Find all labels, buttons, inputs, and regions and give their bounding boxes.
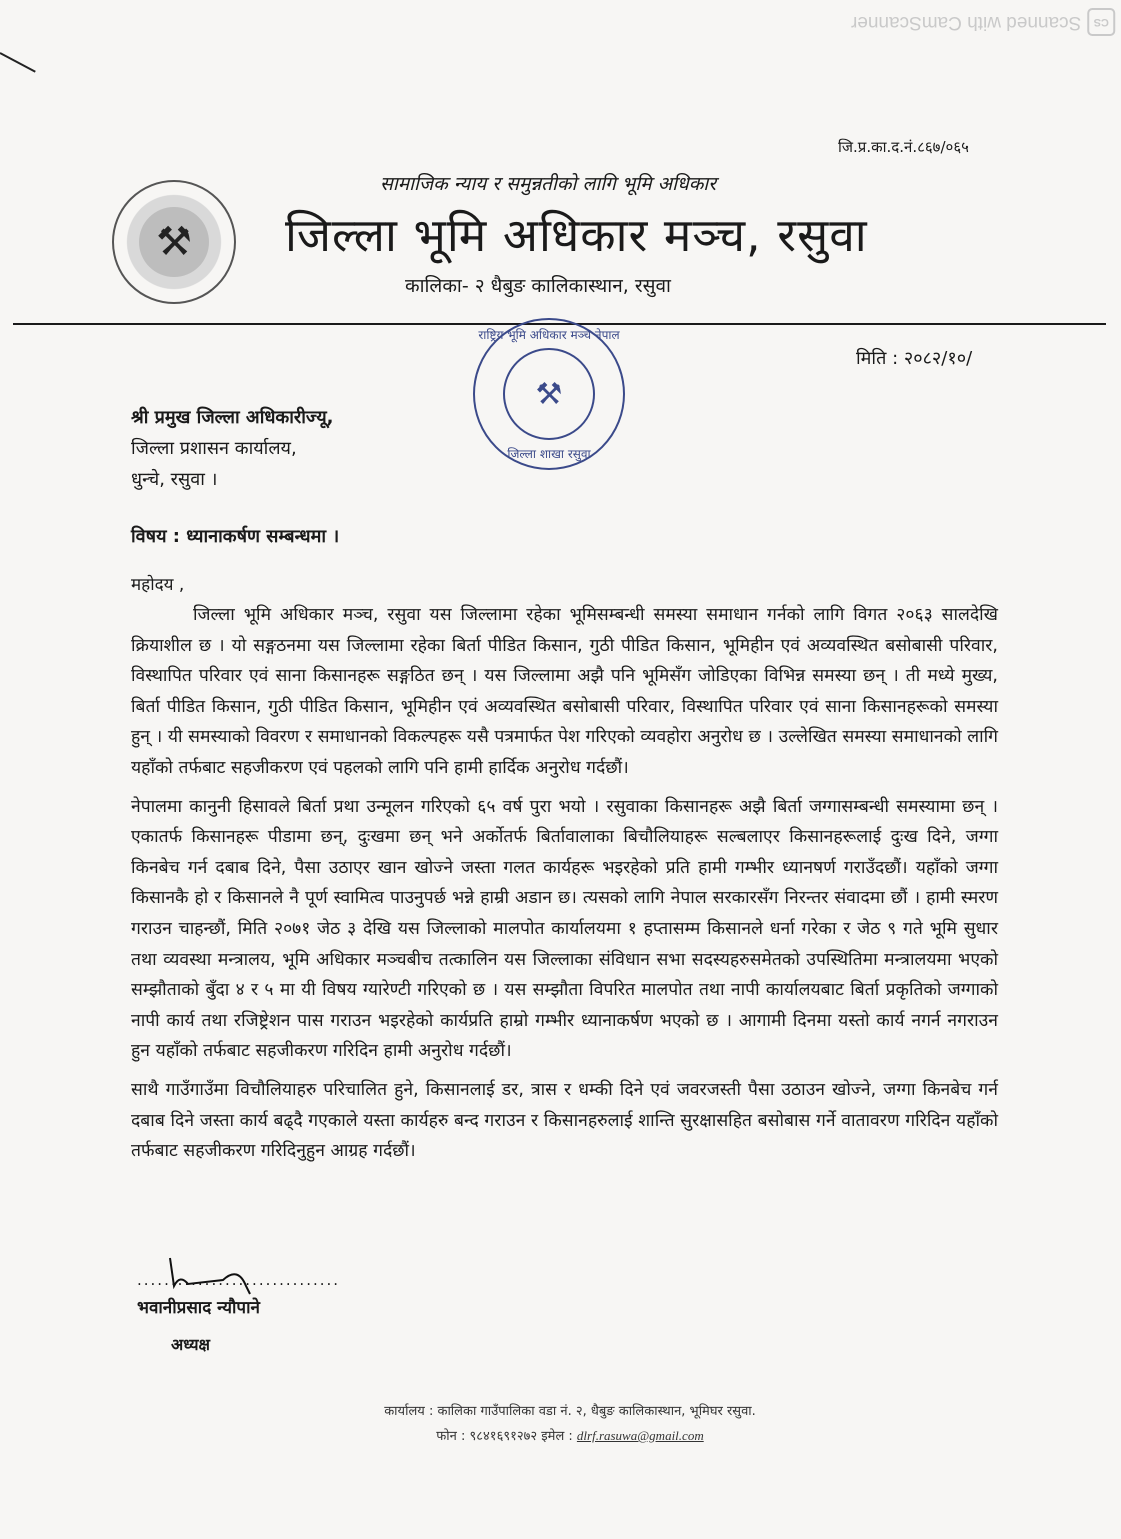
land-rights-forum-logo-icon	[112, 180, 236, 304]
body-paragraph: जिल्ला भूमि अधिकार मञ्च, रसुवा यस जिल्लामा रहेका भूमिसम्बन्धी समस्या समाधान गर्नको लागि विगत २०६३ सालदेखि क्रियाशील छ । यो सङ्गठनमा यस जिल्लामा रहेका बिर्ता पीडित किसान, गुठी पीडित किसान, भूमिहीन एवं अव्यवस्थित बसोबासी परिवार, विस्थापित परिवार एवं साना किसानहरू सङ्गठित छन् । यस जिल्लामा अझै पनि भूमिसँग जोडिएका विभिन्न समस्या छन् । ती मध्ये मुख्य, बिर्ता पीडित किसान, गुठी पीडित किसान, भूमिहीन एवं अव्यवस्थित बसोबासी परिवार, विस्थापित परिवार एवं साना किसानहरूको समस्या हुन् । यी समस्याको विवरण र समाधानको विकल्पहरू यसै पत्रमार्फत पेश गरिएको व्यवहोरा अनुरोध छ । उल्लेखित समस्या समाधानको लागि यहाँको तर्फबाट सहजीकरण एवं पहलको लागि पनि हामी हार्दिक अनुरोध गर्दछौं।	[131, 605, 998, 778]
footer-contact	[330, 1424, 810, 1449]
stamp-bottom-text: जिल्ला शाखा रसुवा	[507, 447, 591, 461]
pen-mark	[0, 52, 36, 73]
body-paragraph: साथै गाउँगाउँमा विचौलियाहरु परिचालित हुने, किसानलाई डर, त्रास र धम्की दिने एवं जवरजस्ती पैसा उठाउन खोज्ने, जग्गा किनबेच गर्न दबाब दिने जस्ता कार्य बढ्दै गएकाले यस्ता कार्यहरु बन्द गराउन र किसानहरुलाई शान्ति सुरक्षासहित बसोबास गर्ने वातावरण गरिदिन यहाँको तर्फबाट सहजीकरण गरिदिनुहुन आग्रह गर्दछौं।	[131, 1079, 998, 1162]
footer-email-label: इमेल :	[541, 1429, 573, 1444]
body-paragraph: नेपालमा कानुनी हिसावले बिर्ता प्रथा उन्मूलन गरिएको ६५ वर्ष पुरा भयो । रसुवाका किसानहरू अझै बिर्ता जग्गासम्बन्धी समस्यामा छन् । एकातर्फ किसानहरू पीडामा छन्, दुःखमा छन् भने अर्कोतर्फ बिर्तावालाका बिचौलियाहरू सल्बलाएर किसानहरूलाई दुःख दिने, जग्गा किनबेच गर्न दबाब दिने, पैसा उठाएर खान खोज्ने जस्ता गलत कार्यहरू भइरहेको प्रति हामी गम्भीर ध्यानषर्ण गराउँदछौं। यहाँको जग्गा किसानकै हो र किसानले नै पूर्ण स्वामित्व पाउनुपर्छ भन्ने हाम्री अडान छ। त्यसको लागि नेपाल सरकारसँग निरन्तर संवादमा छौं । हामी स्मरण गराउन चाहन्छौं, मिति २०७१ जेठ ३ देखि यस जिल्लाको मालपोत कार्यालयमा १ हप्तासम्म किसानले धर्ना गरेका र जेठ ९ गते भूमि सुधार तथा व्यवस्था मन्त्रालय, भूमि अधिकार मञ्चबीच तत्कालिन यस जिल्लाका संविधान सभा सदस्यहरुसमेतको उपस्थितिमा मन्त्रालयमा भएको सम्झौताको बुँदा ४ र ५ मा यी विषय ग्यारेण्टी गरिएको छ । यस सम्झौता विपरित मालपोत तथा नापी कार्यालयबाट बिर्ता प्रकृतिको जग्गाको नापी कार्य तथा रजिष्ट्रेशन पास गराउन भइरहेको कार्यप्रति हाम्रो गम्भीर ध्यानाकर्षण भएको छ । आगामी दिनमा यस्तो कार्य नगर्न नगराउन हुन यहाँको तर्फबाट सहजीकरण गरिदिन हामी अनुरोध गर्दछौं।	[131, 796, 998, 1062]
signature-dotted-line: ..............................	[137, 1271, 341, 1289]
signer-name: भवानीप्रसाद न्यौपाने	[137, 1298, 260, 1318]
letter-date: मिति : २०८२/१०/	[856, 348, 973, 369]
signer-title: अध्यक्ष	[171, 1335, 210, 1354]
org-address: कालिका- २ धैबुङ कालिकास्थान, रसुवा	[405, 275, 671, 297]
footer-address: कार्यालय : कालिका गाउँपालिका वडा नं. २, धैबुङ कालिकास्थान, भूमिघर रसुवा.	[384, 1404, 756, 1419]
letter-body	[131, 600, 998, 1175]
org-title: जिल्ला भूमि अधिकार मञ्च, रसुवा	[285, 208, 868, 262]
footer-phone: फोन : ९८४१६९१२७२	[436, 1429, 538, 1444]
recipient-block	[131, 402, 334, 495]
farmers-emblem-icon: ⚒	[139, 207, 209, 277]
salutation: महोदय ,	[131, 575, 185, 595]
registration-number: जि.प्र.का.द.नं.८६७/०६५	[838, 138, 969, 156]
camscanner-watermark	[851, 8, 1115, 36]
recipient-location: धुन्चे, रसुवा ।	[131, 469, 218, 490]
letter-subject: विषय : ध्यानाकर्षण सम्बन्धमा ।	[131, 526, 340, 547]
watermark-text: Scanned with CamScanner	[850, 12, 1081, 33]
camscanner-logo-icon: CS	[1087, 8, 1115, 36]
stamp-top-text: राष्ट्रिय भूमि अधिकार मञ्च नेपाल	[478, 328, 620, 342]
recipient-title: श्री प्रमुख जिल्ला अधिकारीज्यू,	[131, 407, 334, 428]
footer-email-link[interactable]: dlrf.rasuwa@gmail.com	[576, 1428, 704, 1443]
recipient-office: जिल्ला प्रशासन कार्यालय,	[131, 438, 297, 459]
letter-footer	[330, 1400, 810, 1449]
stamp-emblem-icon: ⚒	[503, 348, 595, 440]
org-tagline: सामाजिक न्याय र समुन्नतीको लागि भूमि अधिकार	[380, 173, 717, 195]
official-stamp	[473, 318, 625, 470]
